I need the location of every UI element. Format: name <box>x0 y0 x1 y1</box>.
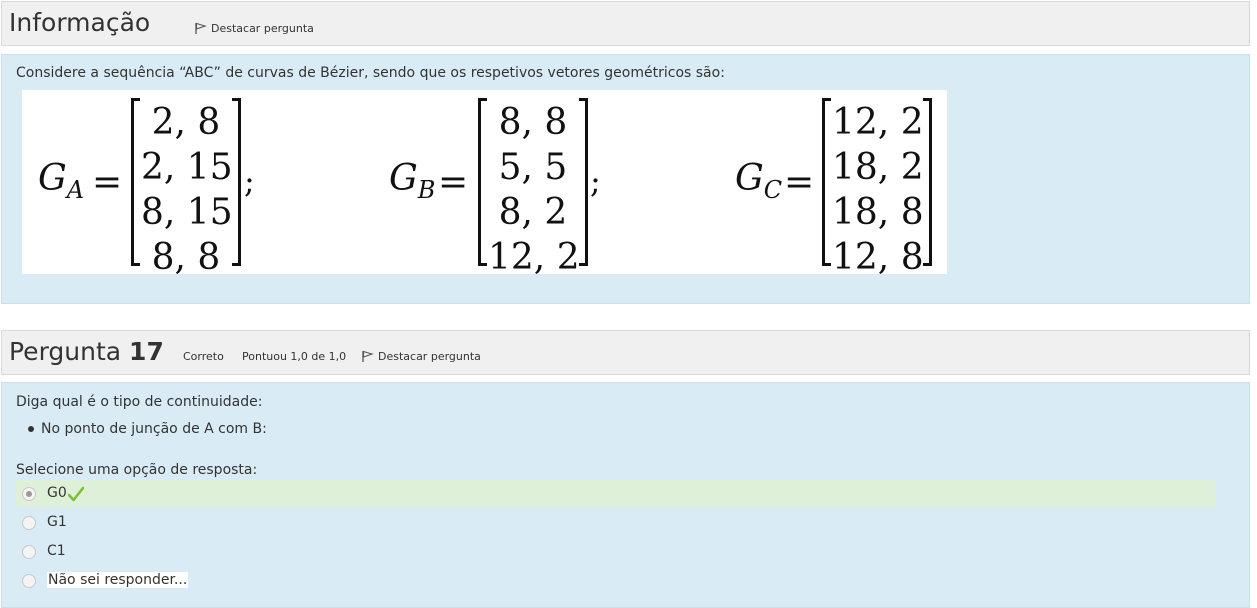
vector-b-label: $G_B$ <box>389 158 436 205</box>
vector-b-row-3: 8, 2 <box>498 192 568 233</box>
vector-b-row-4: 12, 2 <box>488 237 580 278</box>
vector-a-equals: = <box>92 162 123 203</box>
vector-b-matrix <box>478 98 588 278</box>
vector-a-label: $G_A$ <box>38 158 85 205</box>
vector-c-row-1: 12, 2 <box>832 102 924 143</box>
vector-c-row-3: 18, 8 <box>832 192 924 233</box>
bullet-dot <box>28 426 34 432</box>
vector-b-row-1: 8, 8 <box>498 102 568 143</box>
vector-c-equals: = <box>784 162 815 203</box>
flag-icon <box>361 350 374 363</box>
vector-a-row-1: 2, 8 <box>151 102 221 143</box>
question-flag-button[interactable] <box>361 350 481 363</box>
flag-icon <box>194 22 207 35</box>
answer-option-dont-know[interactable] <box>16 567 1215 594</box>
question-number: 17 <box>129 337 164 366</box>
question-status: Correto <box>183 350 224 363</box>
answer-radio-g1[interactable] <box>22 516 36 530</box>
vector-a-row-3: 8, 15 <box>141 192 233 233</box>
answer-label-dont-know: Não sei responder... <box>48 572 188 588</box>
question-prompt: Diga qual é o tipo de continuidade: <box>16 394 263 410</box>
info-title: Informação <box>9 8 151 37</box>
vector-c-row-2: 18, 2 <box>832 147 924 188</box>
answer-radio-dont-know[interactable] <box>22 574 36 588</box>
question-title: Pergunta 17 <box>9 337 164 366</box>
vector-a-row-4: 8, 8 <box>151 237 221 278</box>
answer-option-c1[interactable] <box>16 538 1215 565</box>
answer-label-g1: G1 <box>47 514 67 530</box>
answer-radio-g0[interactable] <box>22 487 36 501</box>
question-score: Pontuou 1,0 de 1,0 <box>242 350 347 363</box>
vector-b-row-2: 5, 5 <box>498 147 568 188</box>
question-flag-label: Destacar pergunta <box>378 350 481 363</box>
vector-b-equals: = <box>438 162 469 203</box>
answer-label-g0: G0 <box>47 485 67 501</box>
vector-c-row-4: 12, 8 <box>832 237 924 278</box>
answer-label-c1: C1 <box>47 543 66 559</box>
vector-c-label: $G_C$ <box>735 158 783 205</box>
answer-radio-c1[interactable] <box>22 545 36 559</box>
info-text: Considere a sequência “ABC” de curvas de Bézier, sendo que os respetivos vetores geométricos são: <box>16 65 725 81</box>
question-header <box>1 330 1250 375</box>
bezier-vectors-image <box>22 90 947 278</box>
info-flag-button[interactable] <box>194 22 314 35</box>
question-bullet-text: No ponto de junção de A com B: <box>41 421 267 437</box>
vector-c-matrix <box>822 98 932 278</box>
info-flag-label: Destacar pergunta <box>211 22 314 35</box>
check-icon <box>68 486 84 502</box>
answer-option-g1[interactable] <box>16 509 1215 536</box>
select-label: Selecione uma opção de resposta: <box>16 462 258 478</box>
vector-b-separator: ; <box>590 162 601 200</box>
info-header <box>1 1 1250 46</box>
vector-a-row-2: 2, 15 <box>141 147 233 188</box>
answer-option-g0[interactable] <box>16 480 1215 507</box>
vector-a-matrix <box>131 98 241 278</box>
vector-a-separator: ; <box>244 162 255 200</box>
